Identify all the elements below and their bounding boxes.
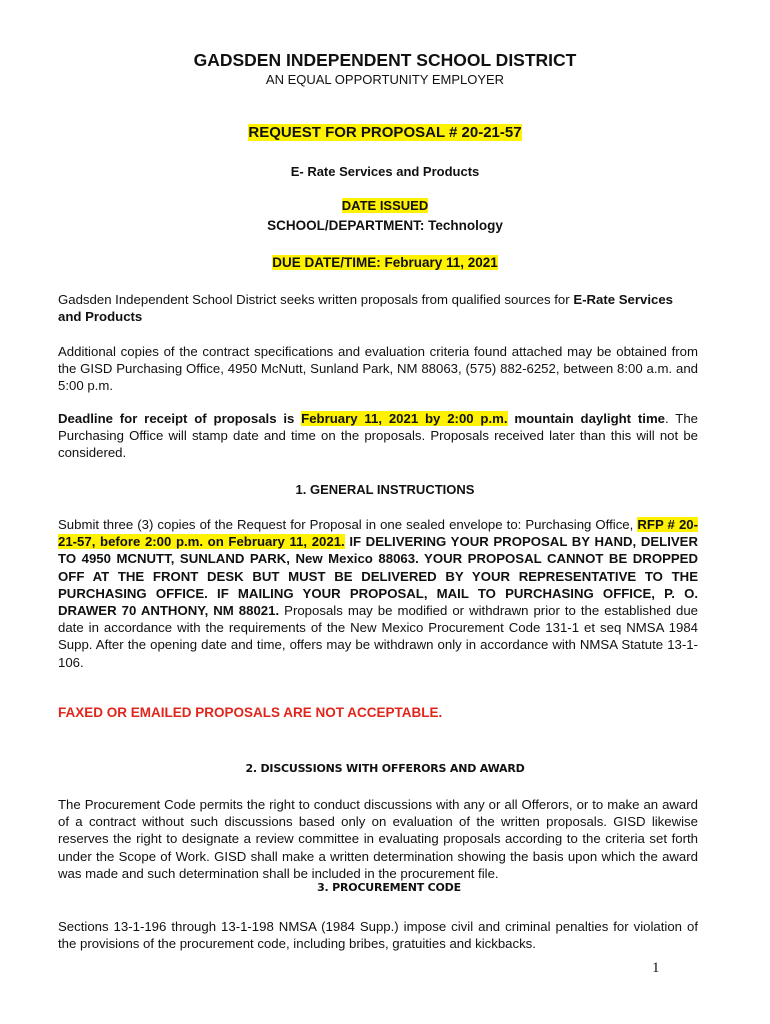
- due-date-wrap: [0, 255, 770, 270]
- deadline-rest: . The Purchasing Office will stamp date and time on the proposals. Proposals received later than this will not be considered.: [58, 411, 698, 461]
- due-date: DUE DATE/TIME: February 11, 2021: [272, 255, 498, 270]
- section-3-paragraph: Sections 13-1-196 through 13-1-198 NMSA (1984 Supp.) impose civil and criminal penalties for violation of the provisions of the procurement code, including bribes, gratuities and kickbacks.: [58, 919, 698, 952]
- section-2-heading: 2. DISCUSSIONS WITH OFFERORS AND AWARD: [245, 762, 525, 775]
- rfp-title-wrap: [0, 124, 770, 141]
- copies-paragraph: Additional copies of the contract specifications and evaluation criteria found attached may be obtained from the GISD Purchasing Office, 4950 McNutt, Sunland Park, NM 88063, (575) 882-6252, between 8:00 a.m. and 5:00 p.m.: [58, 344, 698, 394]
- intro-bold: E-Rate Services and Products: [58, 292, 674, 325]
- section-1-heading: 1. GENERAL INSTRUCTIONS: [295, 482, 475, 497]
- section-1-rfp: RFP # 20-21-57, before 2:00 p.m. on February 11, 2021.: [58, 517, 699, 550]
- tagline: AN EQUAL OPPORTUNITY EMPLOYER: [265, 72, 505, 87]
- date-issued: DATE ISSUED: [341, 198, 429, 213]
- section-1-rest: Proposals may be modified or withdrawn prior to the established due date in accordance with the requirements of the New Mexico Procurement Code 131-1 et seq NMSA 1984 Supp. After the opening date and time, offers may be withdrawn only in accordance with NMSA Statute 13-1-106.: [58, 603, 698, 670]
- section-2-paragraph: The Procurement Code permits the right to conduct discussions with any or all Offerors, or to make an award of a contract without such discussions based only on evaluation of the written proposals. GISD likewise reserves the right to designate a review committee in evaluating proposals according to the criteria set forth under the Scope of Work. GISD shall make a written determination showing the basis upon which the award was made and such determination shall be included in the procurement file.: [58, 797, 698, 881]
- deadline-lead: Deadline for receipt of proposals is: [58, 411, 302, 426]
- intro-paragraph: [58, 291, 698, 325]
- deadline-tz: mountain daylight time: [507, 411, 666, 426]
- section-1-paragraph: [58, 516, 698, 671]
- rfp-subject: E- Rate Services and Products: [290, 164, 480, 179]
- department: SCHOOL/DEPARTMENT: Technology: [267, 218, 503, 233]
- deadline-date: February 11, 2021 by 2:00 p.m.: [301, 411, 508, 426]
- section-3-heading: 3. PROCUREMENT CODE: [317, 881, 461, 894]
- section-1-bold: IF DELIVERING YOUR PROPOSAL BY HAND, DELIVER TO 4950 MCNUTT, SUNLAND PARK, New Mexico 88063. YOUR PROPOSAL CANNOT BE DROPPED OFF AT THE FRONT DESK BUT MUST BE DELIVERED BY YOUR REPRESENTATIVE TO THE PURCHASING OFFICE. IF MAILING YOUR PROPOSAL, MAIL TO PURCHASING OFFICE, P. O. DRAWER 70 ANTHONY, NM 88021.: [58, 534, 698, 619]
- faxed-warning: FAXED OR EMAILED PROPOSALS ARE NOT ACCEPTABLE.: [58, 705, 443, 720]
- rfp-title: REQUEST FOR PROPOSAL # 20-21-57: [248, 124, 522, 141]
- intro-text: Gadsden Independent School District seeks written proposals from qualified sources for: [58, 292, 574, 307]
- deadline-paragraph: [58, 410, 698, 462]
- section-1-lead: Submit three (3) copies of the Request for Proposal in one sealed envelope to: Purchasing Office,: [58, 517, 638, 532]
- date-issued-wrap: [0, 198, 770, 213]
- page-number: 1: [652, 960, 660, 976]
- district-title: GADSDEN INDEPENDENT SCHOOL DISTRICT: [193, 50, 577, 70]
